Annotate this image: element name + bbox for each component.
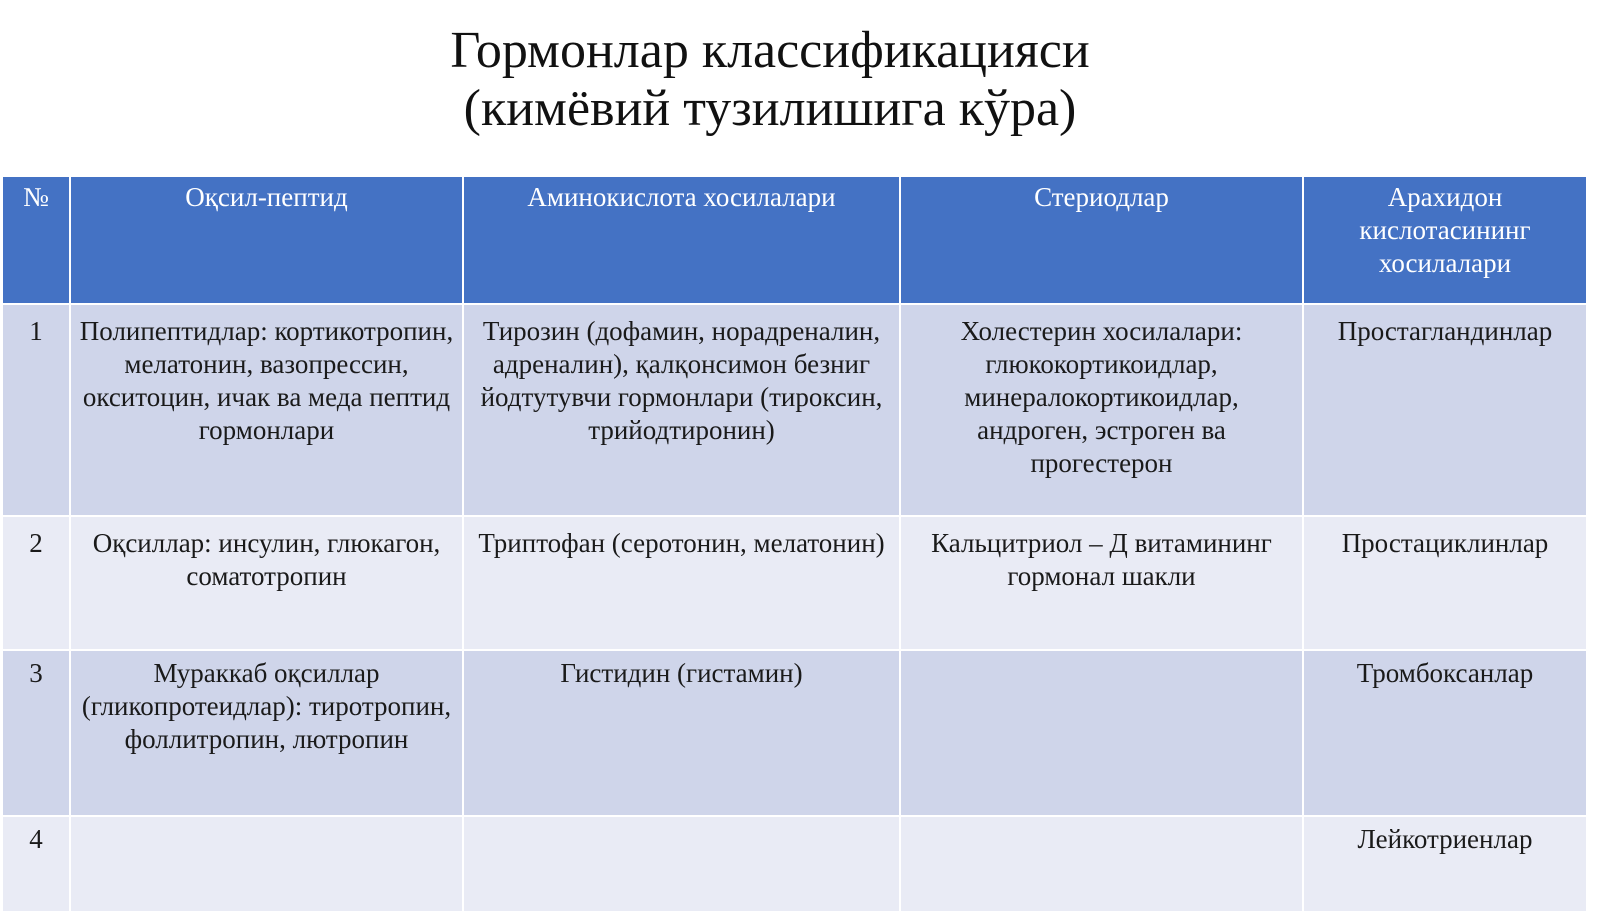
cell-amino-acid-derivatives: Гистидин (гистамин) [463, 650, 900, 816]
cell-protein-peptide: Оқсиллар: инсулин, глюкагон, соматотропин [70, 516, 463, 650]
header-steroids: Стериодлар [900, 176, 1303, 304]
cell-arachidonic-acid-derivatives: Лейкотриенлар [1303, 816, 1587, 912]
cell-amino-acid-derivatives: Тирозин (дофамин, норадреналин, адреналин), қалқонсимон безниг йодтутувчи гормонлари (тироксин, трийодтиронин) [463, 304, 900, 516]
table-row [2, 304, 1587, 516]
table-row [2, 816, 1587, 912]
hormone-classification-table [1, 175, 1588, 913]
cell-steroids: Кальцитриол – Д витамининг гормонал шакли [900, 516, 1303, 650]
cell-amino-acid-derivatives [463, 816, 900, 912]
header-number: № [2, 176, 70, 304]
cell-number: 4 [2, 816, 70, 912]
cell-number: 1 [2, 304, 70, 516]
slide-title [0, 22, 1540, 138]
cell-protein-peptide: Мураккаб оқсиллар (гликопротеидлар): тиротропин, фоллитропин, лютропин [70, 650, 463, 816]
table-row [2, 516, 1587, 650]
header-amino-acid-derivatives: Аминокислота хосилалари [463, 176, 900, 304]
cell-steroids [900, 816, 1303, 912]
cell-protein-peptide: Полипептидлар: кортикотропин, мелатонин, вазопрессин, окситоцин, ичак ва меда пептид гормонлари [70, 304, 463, 516]
cell-steroids [900, 650, 1303, 816]
cell-arachidonic-acid-derivatives: Простагландинлар [1303, 304, 1587, 516]
cell-protein-peptide [70, 816, 463, 912]
cell-amino-acid-derivatives: Триптофан (серотонин, мелатонин) [463, 516, 900, 650]
cell-number: 3 [2, 650, 70, 816]
slide-title-line-2: (кимёвий тузилишига кўра) [463, 80, 1077, 137]
table-row [2, 650, 1587, 816]
header-arachidonic-acid-derivatives: Арахидон кислотасининг хосилалари [1303, 176, 1587, 304]
header-protein-peptide: Оқсил-пептид [70, 176, 463, 304]
cell-steroids: Холестерин хосилалари: глюкокортикоидлар, минералокортикоидлар, андроген, эстроген ва прогестерон [900, 304, 1303, 516]
cell-arachidonic-acid-derivatives: Тромбоксанлар [1303, 650, 1587, 816]
cell-number: 2 [2, 516, 70, 650]
table-header-row [2, 176, 1587, 304]
slide-title-line-1: Гормонлар классификацияси [450, 22, 1090, 79]
cell-arachidonic-acid-derivatives: Простациклинлар [1303, 516, 1587, 650]
